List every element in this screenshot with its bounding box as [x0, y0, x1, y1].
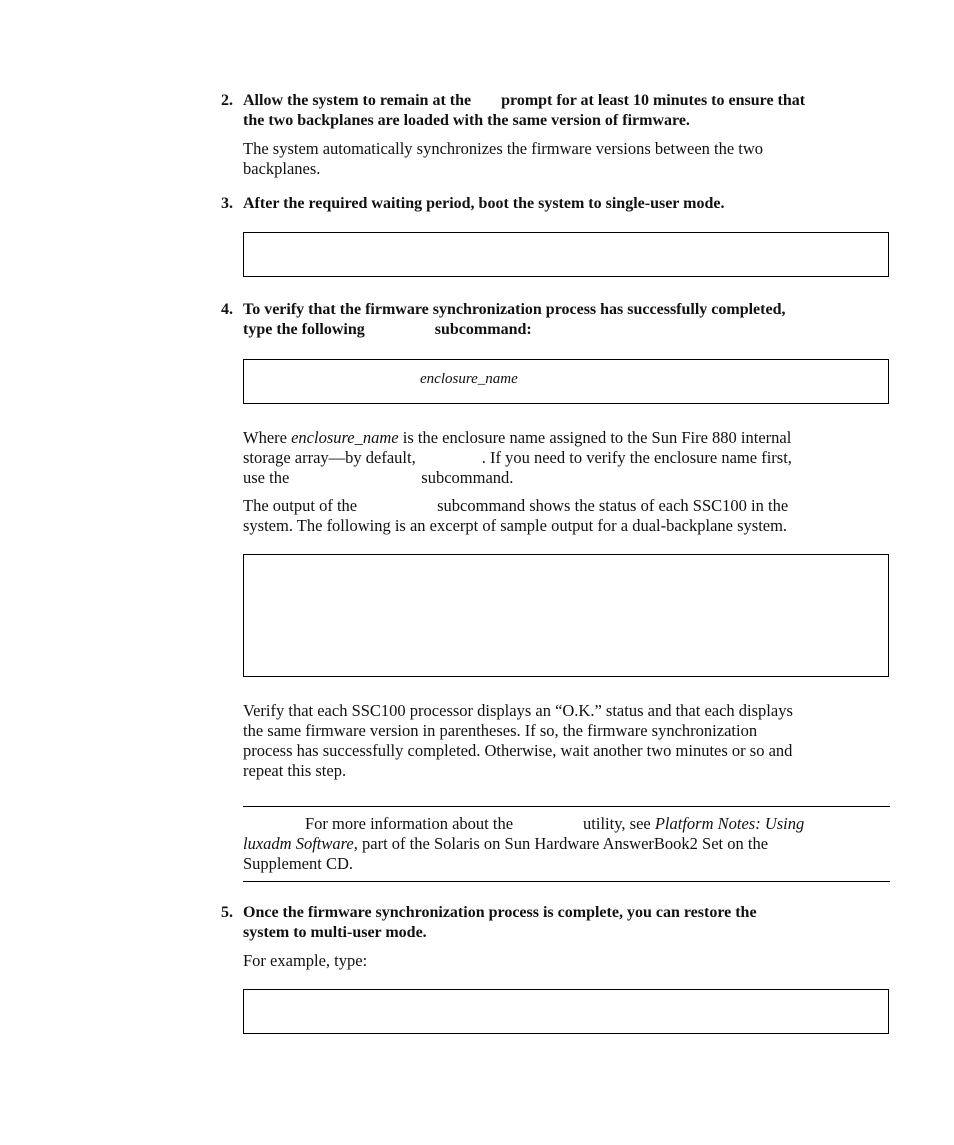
step-4-verify-paragraph — [243, 701, 903, 781]
note-line2: , part of the Solaris on Sun Hardware AnswerBook2 Set on the — [353, 834, 769, 853]
step-4-output-paragraph — [243, 496, 903, 536]
where-line2-part2: . If you need to verify the enclosure name first, — [481, 448, 792, 467]
step-5-body: For example, type: — [243, 951, 368, 970]
step-2-body — [243, 139, 893, 179]
where-line3-part1: use the — [243, 468, 290, 487]
step-2-heading-part2: prompt for at least 10 minutes to ensure that — [501, 92, 806, 109]
step-4-heading — [243, 300, 903, 340]
step-3-heading: After the required waiting period, boot the system to single-user mode. — [243, 195, 725, 212]
note-top-rule — [243, 806, 890, 807]
step-5-heading-line2: system to multi-user mode. — [243, 924, 427, 941]
where-part2: is the enclosure name assigned to the Sun Fire 880 internal — [402, 428, 792, 447]
verify-line2: the same firmware version in parentheses. If so, the firmware synchronization — [243, 721, 758, 740]
note-part2: utility, see — [583, 814, 651, 833]
step-4-where-paragraph — [243, 428, 903, 488]
where-part1: Where — [243, 428, 287, 447]
verify-line3: process has successfully completed. Otherwise, wait another two minutes or so and — [243, 741, 793, 760]
step-2-heading-line2: the two backplanes are loaded with the same version of firmware. — [243, 112, 690, 129]
output-line2: system. The following is an excerpt of sample output for a dual-backplane system. — [243, 516, 788, 535]
step-4-heading-line1: To verify that the firmware synchronization process has successfully completed, — [243, 301, 786, 318]
note-bottom-rule — [243, 881, 890, 882]
note-part1: For more information about the — [305, 814, 514, 833]
verify-line4: repeat this step. — [243, 761, 347, 780]
step-2-body-line1: The system automatically synchronizes the firmware versions between the two — [243, 139, 764, 158]
note-italic-title-1: Platform Notes: Using — [654, 814, 805, 833]
step-5-heading-line1: Once the firmware synchronization process is complete, you can restore the — [243, 904, 757, 921]
output-part1: The output of the — [243, 496, 358, 515]
note-line3: Supplement CD. — [243, 854, 353, 873]
code-block-sample-output — [243, 554, 889, 677]
verify-line1: Verify that each SSC100 processor displays an “O.K.” status and that each displays — [243, 701, 793, 720]
output-part2: subcommand shows the status of each SSC100 in the — [437, 496, 789, 515]
step-4-heading-part1: type the following — [243, 321, 365, 338]
where-italic-enclosure-name: enclosure_name — [291, 428, 399, 447]
where-line3-part2: subcommand. — [421, 468, 514, 487]
step-2-heading — [243, 91, 903, 131]
code-argument-enclosure-name: enclosure_name — [420, 371, 518, 387]
step-5-number: 5. — [221, 904, 233, 921]
note-italic-title-2: luxadm Software — [243, 834, 354, 853]
step-2-number: 2. — [221, 92, 233, 109]
step-3-number: 3. — [221, 195, 233, 212]
code-block-multi-user — [243, 989, 889, 1034]
code-block-luxadm-display — [243, 359, 889, 404]
where-line2-part1: storage array—by default, — [243, 448, 416, 467]
step-2-body-line2: backplanes. — [243, 159, 321, 178]
step-5-heading — [243, 903, 903, 943]
step-4-number: 4. — [221, 301, 233, 318]
code-block-boot-single-user — [243, 232, 889, 277]
step-4-heading-part2: subcommand: — [434, 321, 532, 338]
step-2-heading-part1: Allow the system to remain at the — [243, 92, 472, 109]
note-paragraph — [243, 814, 903, 874]
